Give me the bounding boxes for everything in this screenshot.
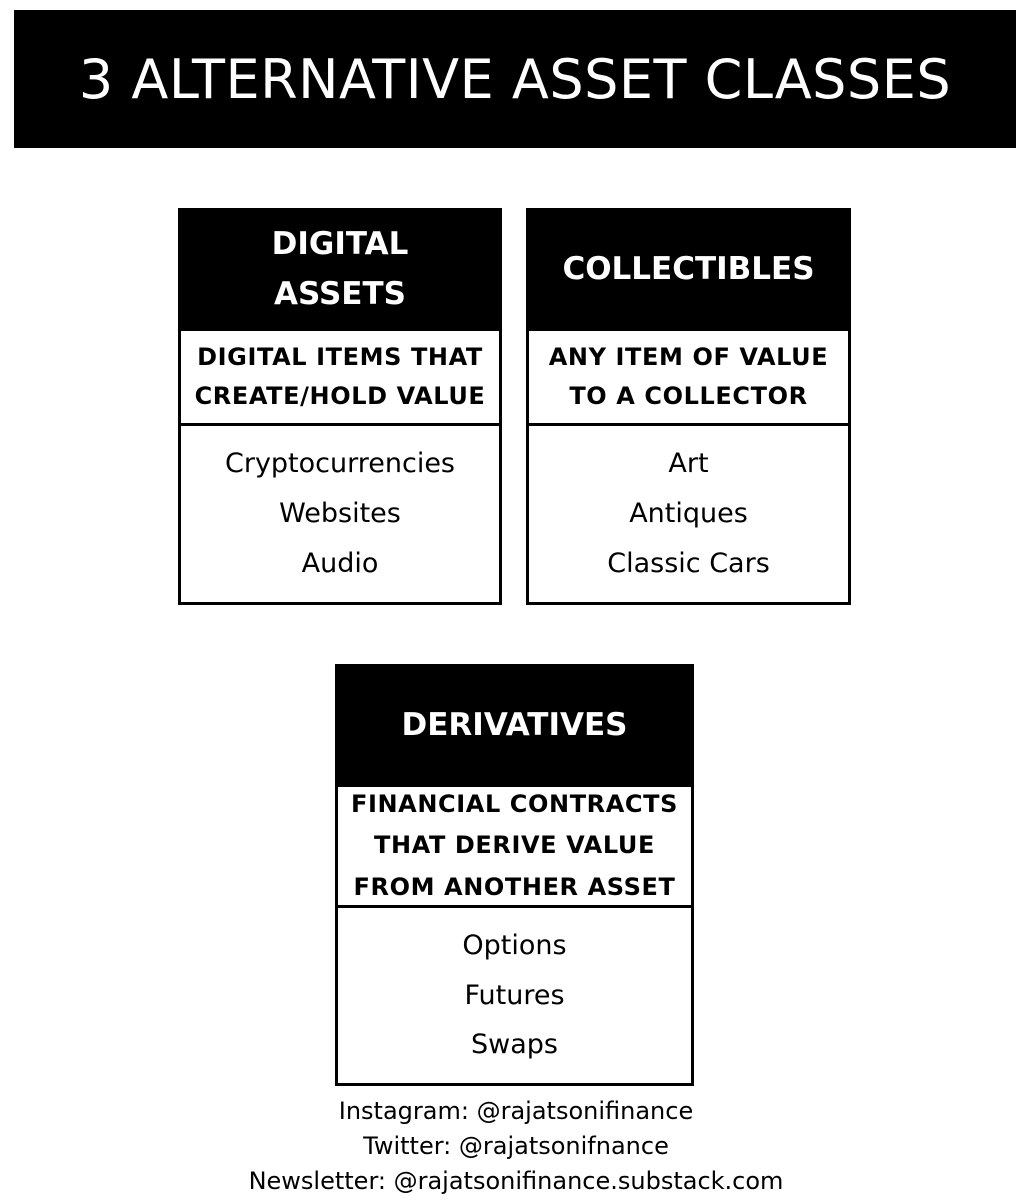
card-examples — [338, 908, 691, 1083]
card-definition: FINANCIAL CONTRACTS THAT DERIVE VALUE FROM ANOTHER ASSET — [338, 784, 691, 908]
card-digital-assets — [178, 208, 502, 605]
list-item: Cryptocurrencies — [224, 448, 455, 480]
list-item: Swaps — [471, 1029, 558, 1061]
title-banner — [14, 10, 1016, 148]
card-collectibles — [526, 208, 851, 605]
card-derivatives — [335, 664, 694, 1086]
list-item: Classic Cars — [607, 547, 770, 579]
newsletter-link: Newsletter: @rajatsonifinance.substack.com — [248, 1167, 784, 1195]
list-item: Art — [668, 448, 709, 480]
instagram-handle: Instagram: @rajatsonifinance — [338, 1097, 694, 1125]
footer-credits — [0, 1094, 1032, 1199]
list-item: Websites — [279, 498, 401, 530]
twitter-handle: Twitter: @rajatsonifnance — [363, 1132, 669, 1160]
card-examples — [529, 426, 848, 602]
page-title: 3 ALTERNATIVE ASSET CLASSES — [78, 47, 952, 111]
card-definition: DIGITAL ITEMS THAT CREATE/HOLD VALUE — [181, 328, 499, 426]
list-item: Futures — [464, 979, 565, 1011]
card-heading: DERIVATIVES — [338, 667, 691, 784]
card-examples — [181, 426, 499, 602]
list-item: Options — [462, 929, 567, 961]
list-item: Audio — [301, 547, 379, 579]
card-heading: DIGITAL ASSETS — [181, 211, 499, 328]
card-heading: COLLECTIBLES — [529, 211, 848, 328]
card-definition: ANY ITEM OF VALUE TO A COLLECTOR — [529, 328, 848, 426]
list-item: Antiques — [629, 498, 748, 530]
